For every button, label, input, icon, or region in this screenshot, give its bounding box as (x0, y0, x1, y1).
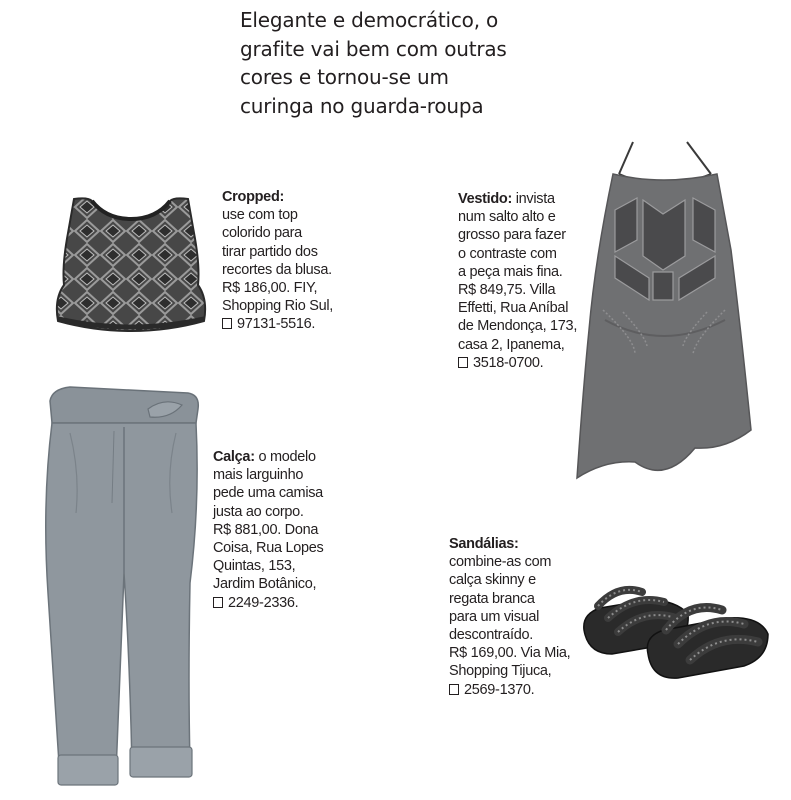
caption-line: mais larguinho (213, 467, 304, 484)
caption-line: Coisa, Rua Lopes (213, 540, 324, 557)
phone-icon (213, 597, 223, 608)
caption-line: para um visual (449, 608, 540, 625)
caption-line: combine-as com (449, 554, 552, 571)
caption-line: grosso para fazer (458, 227, 566, 244)
dress-image (575, 140, 755, 486)
vestido-title: Vestido: (458, 191, 512, 207)
phone-number: 97131-5516. (237, 316, 316, 333)
caption-line: R$ 881,00. Dona (213, 521, 319, 538)
caption-line: R$ 169,00. Via Mia, (449, 645, 571, 662)
sandalias-caption (449, 535, 570, 699)
caption-line: tirar partido dos (222, 243, 318, 260)
cropped-caption (222, 188, 333, 334)
caption-line: R$ 186,00. FIY, (222, 280, 318, 297)
cropped-title: Cropped: (222, 189, 285, 205)
phone-icon (449, 684, 459, 695)
calca-caption (213, 448, 323, 612)
phone-number: 2569-1370. (464, 681, 535, 698)
caption-line: calça skinny e (449, 572, 536, 589)
caption-line: Effetti, Rua Aníbal (458, 300, 569, 317)
phone-number: 2249-2336. (228, 594, 299, 611)
caption-line: o contraste com (458, 245, 557, 262)
caption-line: o modelo (254, 449, 316, 465)
calca-title: Calça: (213, 449, 255, 465)
headline (240, 6, 570, 120)
vestido-caption (458, 190, 577, 372)
sandals-image (578, 570, 770, 690)
caption-line: regata branca (449, 590, 535, 607)
headline-line: curinga no guarda-roupa (240, 93, 484, 118)
caption-line: Shopping Tijuca, (449, 663, 552, 680)
caption-line: justa ao corpo. (213, 503, 304, 520)
caption-line: use com top (222, 207, 298, 224)
cropped-top-image (48, 195, 214, 335)
caption-line: Quintas, 153, (213, 558, 296, 575)
caption-line: descontraído. (449, 627, 533, 644)
caption-line: num salto alto e (458, 209, 556, 226)
headline-line: Elegante e democrático, o (240, 8, 499, 32)
caption-line: a peça mais fina. (458, 263, 563, 280)
caption-line: casa 2, Ipanema, (458, 336, 565, 353)
phone-icon (458, 357, 468, 368)
phone-number: 3518-0700. (473, 354, 544, 371)
sandalias-title: Sandálias: (449, 536, 519, 552)
pants-image (40, 383, 208, 793)
caption-line: pede uma camisa (213, 485, 323, 502)
caption-line: R$ 849,75. Villa (458, 282, 556, 299)
caption-line: invista (512, 191, 555, 207)
caption-line: colorido para (222, 225, 302, 242)
caption-line: Shopping Rio Sul, (222, 298, 333, 315)
phone-icon (222, 318, 232, 329)
caption-line: Jardim Botânico, (213, 576, 317, 593)
headline-line: grafite vai bem com outras (240, 36, 507, 61)
caption-line: recortes da blusa. (222, 261, 332, 278)
caption-line: de Mendonça, 173, (458, 318, 578, 335)
headline-line: cores e tornou-se um (240, 65, 449, 89)
